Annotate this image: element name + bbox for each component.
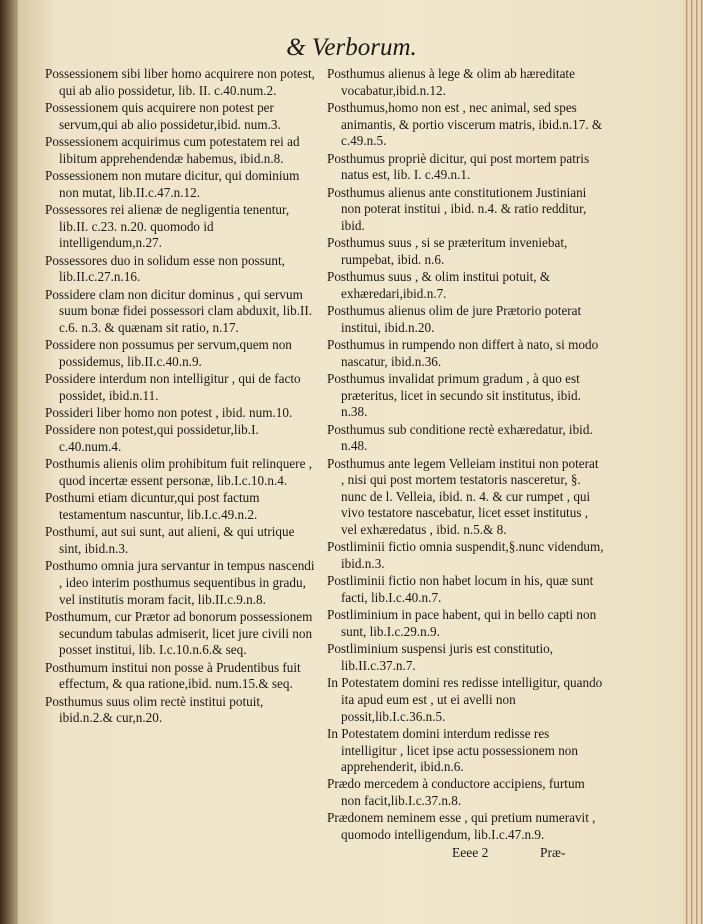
- left-column: [45, 66, 315, 728]
- index-entry: Posthumus alienus ante constitutionem Justiniani non poterat institui , ibid. n.4. & ratio redditur, ibid.: [327, 184, 587, 233]
- index-entry: Posthumus invalidat primum gradum , à quo est præteritus, licet in secundo sit institutus, ibid. n.38.: [327, 371, 581, 420]
- index-entry: Posthumus suus , & olim institui potuit, & exhæredari,ibid.n.7.: [327, 269, 551, 301]
- right-column: [327, 66, 605, 844]
- index-entry: Posthumus alienus à lege & olim ab hæreditate vocabatur,ibid.n.12.: [327, 66, 575, 98]
- page-edges: [683, 0, 703, 924]
- index-entry: Postliminii fictio omnia suspendit,§.nunc videndum, ibid.n.3.: [327, 539, 604, 571]
- running-header: & Verborum.: [286, 34, 417, 61]
- index-entry: Possidere non possumus per servum,quem non possidemus, lib.II.c.40.n.9.: [45, 337, 292, 369]
- index-entry: Possidere non potest,qui possidetur,lib.I. c.40.num.4.: [45, 422, 259, 455]
- index-entry: In Potestatem domini interdum redisse res intelligitur , licet ipse actu possessionem non apprehenderit, ibid.n.6.: [327, 725, 578, 775]
- index-entry: Posthumis alienis olim prohibitum fuit relinquere , quod incertæ essent personæ, lib.I.c.10.n.4.: [45, 456, 313, 489]
- index-entry: Postliminium in pace habent, qui in bello capti non sunt, lib.I.c.29.n.9.: [327, 607, 597, 639]
- index-entry: Posthumo omnia jura servantur in tempus nascendi , ideo interim posthumus sequentibus in gradu, vel institutis moram facit, lib.II.c.9.n.8.: [45, 558, 315, 607]
- index-entry: Posthumus suus , si se præteritum inveniebat, rumpebat, ibid. n.6.: [327, 235, 568, 267]
- book-binding: [0, 0, 18, 924]
- index-entry: Postliminii fictio non habet locum in his, quæ sunt facti, lib.I.c.40.n.7.: [327, 573, 594, 605]
- index-entry: Posthumus,homo non est , nec animal, sed spes animantis, & portio viscerum matris, ibid.n.17. & c.49.n.5.: [327, 99, 603, 149]
- page-footer: [0, 845, 703, 865]
- catchword: Præ-: [540, 845, 566, 860]
- signature-mark: Eeee 2: [452, 845, 489, 860]
- index-entry: Possidere clam non dicitur dominus , qui servum suum bonæ fidei possessori clam abduxit, lib.II. c.6. n.3. & quænam sit ratio, n.17.: [45, 286, 313, 335]
- index-entry: Possessionem acquirimus cum potestatem rei ad libitum apprehendendæ habemus, ibid.n.8.: [45, 133, 300, 166]
- index-entry: Posthumus ante legem Velleiam institui non poterat , nisi qui post mortem testatoris nasceretur, §. nunc de l. Velleia, ibid. n. 4. & cur rumpet , qui vivo testatore nascebatur, licet esset institutus , vel exhæredatus , ibid. n.5.& 8.: [327, 455, 599, 537]
- index-entry: Prædo mercedem à conductore accipiens, furtum non facit,lib.I.c.37.n.8.: [327, 776, 585, 809]
- index-entry: Possessionem non mutare dicitur, qui dominium non mutat, lib.II.c.47.n.12.: [45, 167, 300, 200]
- index-entry: Possessionem quis acquirere non potest per servum,qui ab alio possidetur,ibid. num.3.: [45, 99, 281, 132]
- index-entry: Posthumi, aut sui sunt, aut alieni, & qui utrique sint, ibid.n.3.: [45, 524, 295, 556]
- index-entry: Posthumus propriè dicitur, qui post mortem patris natus est, lib. I. c.49.n.1.: [327, 150, 590, 183]
- index-entry: Posthumum institui non posse à Prudentibus fuit effectum, & qua ratione,ibid. num.15.& seq.: [45, 659, 301, 692]
- index-entry: Possessores rei alienæ de negligentia tenentur, lib.II. c.23. n.20. quomodo id intelligendum,n.27.: [45, 201, 290, 251]
- index-entry: Posthumum, cur Prætor ad bonorum possessionem secundum tabulas admiserit, licet jure civili non posset institui, lib. I.c.10.n.6.& seq.: [45, 608, 313, 658]
- index-entry: Possessores duo in solidum esse non possunt, lib.II.c.27.n.16.: [45, 252, 285, 285]
- index-entry: Posthumi etiam dicuntur,qui post factum testamentum nascuntur, lib.I.c.49.n.2.: [45, 490, 260, 522]
- index-entry: In Potestatem domini res redisse intelligitur, quando ita apud eum est , ut ei avelli non possit,lib.I.c.36.n.5.: [327, 675, 603, 724]
- index-entry: Posthumus in rumpendo non differt à nato, si modo nascatur, ibid.n.36.: [327, 337, 599, 369]
- index-entry: Possidere interdum non intelligitur , qui de facto possidet, ibid.n.11.: [45, 371, 301, 403]
- index-entry: Postliminium suspensi juris est constitutio, lib.II.c.37.n.7.: [327, 641, 554, 673]
- index-entry: Posthumus suus olim rectè institui potuit, ibid.n.2.& cur,n.20.: [45, 693, 264, 726]
- index-entry: Posthumus sub conditione rectè exhæredatur, ibid. n.48.: [327, 421, 593, 454]
- index-entry: Posthumus alienus olim de jure Prætorio poterat institui, ibid.n.20.: [327, 303, 582, 335]
- index-entry: Possideri liber homo non potest , ibid. num.10.: [45, 405, 293, 421]
- index-entry: Prædonem neminem esse , qui pretium numeravit , quomodo intelligendum, lib.I.c.47.n.9.: [327, 810, 596, 843]
- index-entry: Possessionem sibi liber homo acquirere non potest, qui ab alio possidetur, lib. II. c.40.num.2.: [45, 66, 315, 98]
